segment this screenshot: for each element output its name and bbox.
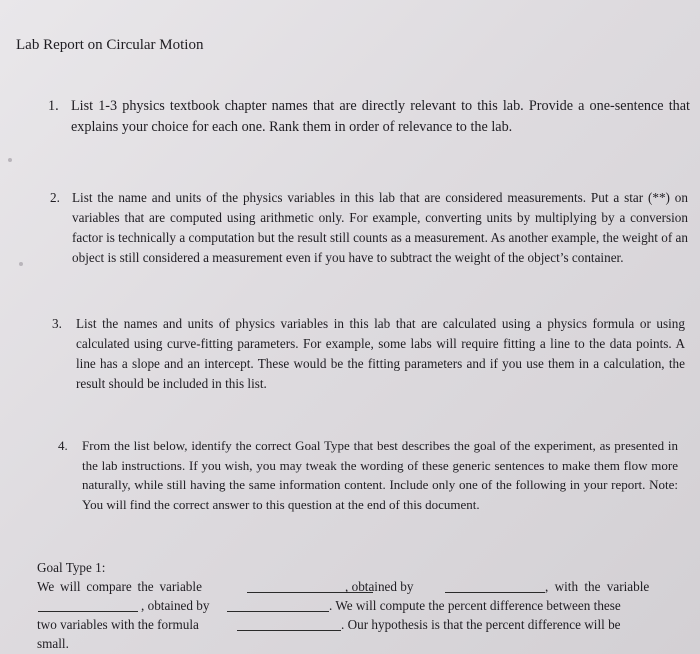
blank-field[interactable] xyxy=(227,598,329,612)
question-number: 3. xyxy=(52,316,62,331)
question-text: List the names and units of physics variables in this lab that are calculated using a physics formula or using calculated using curve-fitting parameters. For example, some labs will require fitting a line to the data points. A line has a slope and an intercept. These would be the fitting parameters and if you use them in a calculation, the result should be included in this list. xyxy=(76,316,685,391)
question-number: 4. xyxy=(58,438,68,453)
goal-text: We will compare the variable xyxy=(37,579,202,594)
question-1 xyxy=(48,96,690,138)
dust-mark xyxy=(8,158,12,162)
question-4 xyxy=(58,436,678,514)
question-text: From the list below, identify the correct Goal Type that best describes the goal of the experiment, as presented in the lab instructions. If you wish, you may tweak the wording of these generic sentences to make them flow more naturally, while still having the same information content. Include only one of the following in your report. Note: You will find the correct answer to this question at the end of this document. xyxy=(82,438,678,512)
goal-text: , obtained by xyxy=(345,579,414,594)
goal-text: . We will compute the percent difference between these xyxy=(329,598,621,613)
goal-text: . Our hypothesis is that the percent difference will be xyxy=(341,617,621,632)
blank-field[interactable] xyxy=(38,598,138,612)
goal-text: , with the variable xyxy=(545,579,650,594)
question-text: List the name and units of the physics variables in this lab that are considered measurements. Put a star (**) on variables that are computed using arithmetic only. For example, converting units by multiplying by a conversion factor is technically a computation but the result still counts as a measurement. As another example, the weight of an object is still considered a measurement even if you have to subtract the weight of the object’s container. xyxy=(72,190,688,265)
goal-type-1 xyxy=(37,558,677,653)
goal-text: , obtained by xyxy=(141,598,210,613)
blank-field[interactable] xyxy=(237,617,341,631)
goal-text: two variables with the formula xyxy=(37,617,199,632)
question-number: 1. xyxy=(48,98,59,114)
document-title: Lab Report on Circular Motion xyxy=(16,37,204,53)
dust-mark xyxy=(19,262,23,266)
goal-text: small. xyxy=(37,636,69,651)
question-text: List 1-3 physics textbook chapter names that are directly relevant to this lab. Provide a one-sentence that explains your choice for each one. Rank them in order of relevance to the lab. xyxy=(71,98,690,135)
question-number: 2. xyxy=(50,190,60,205)
question-3 xyxy=(52,314,685,394)
goal-heading: Goal Type 1: xyxy=(37,560,106,575)
question-2 xyxy=(50,188,688,268)
blank-field[interactable] xyxy=(445,579,545,593)
